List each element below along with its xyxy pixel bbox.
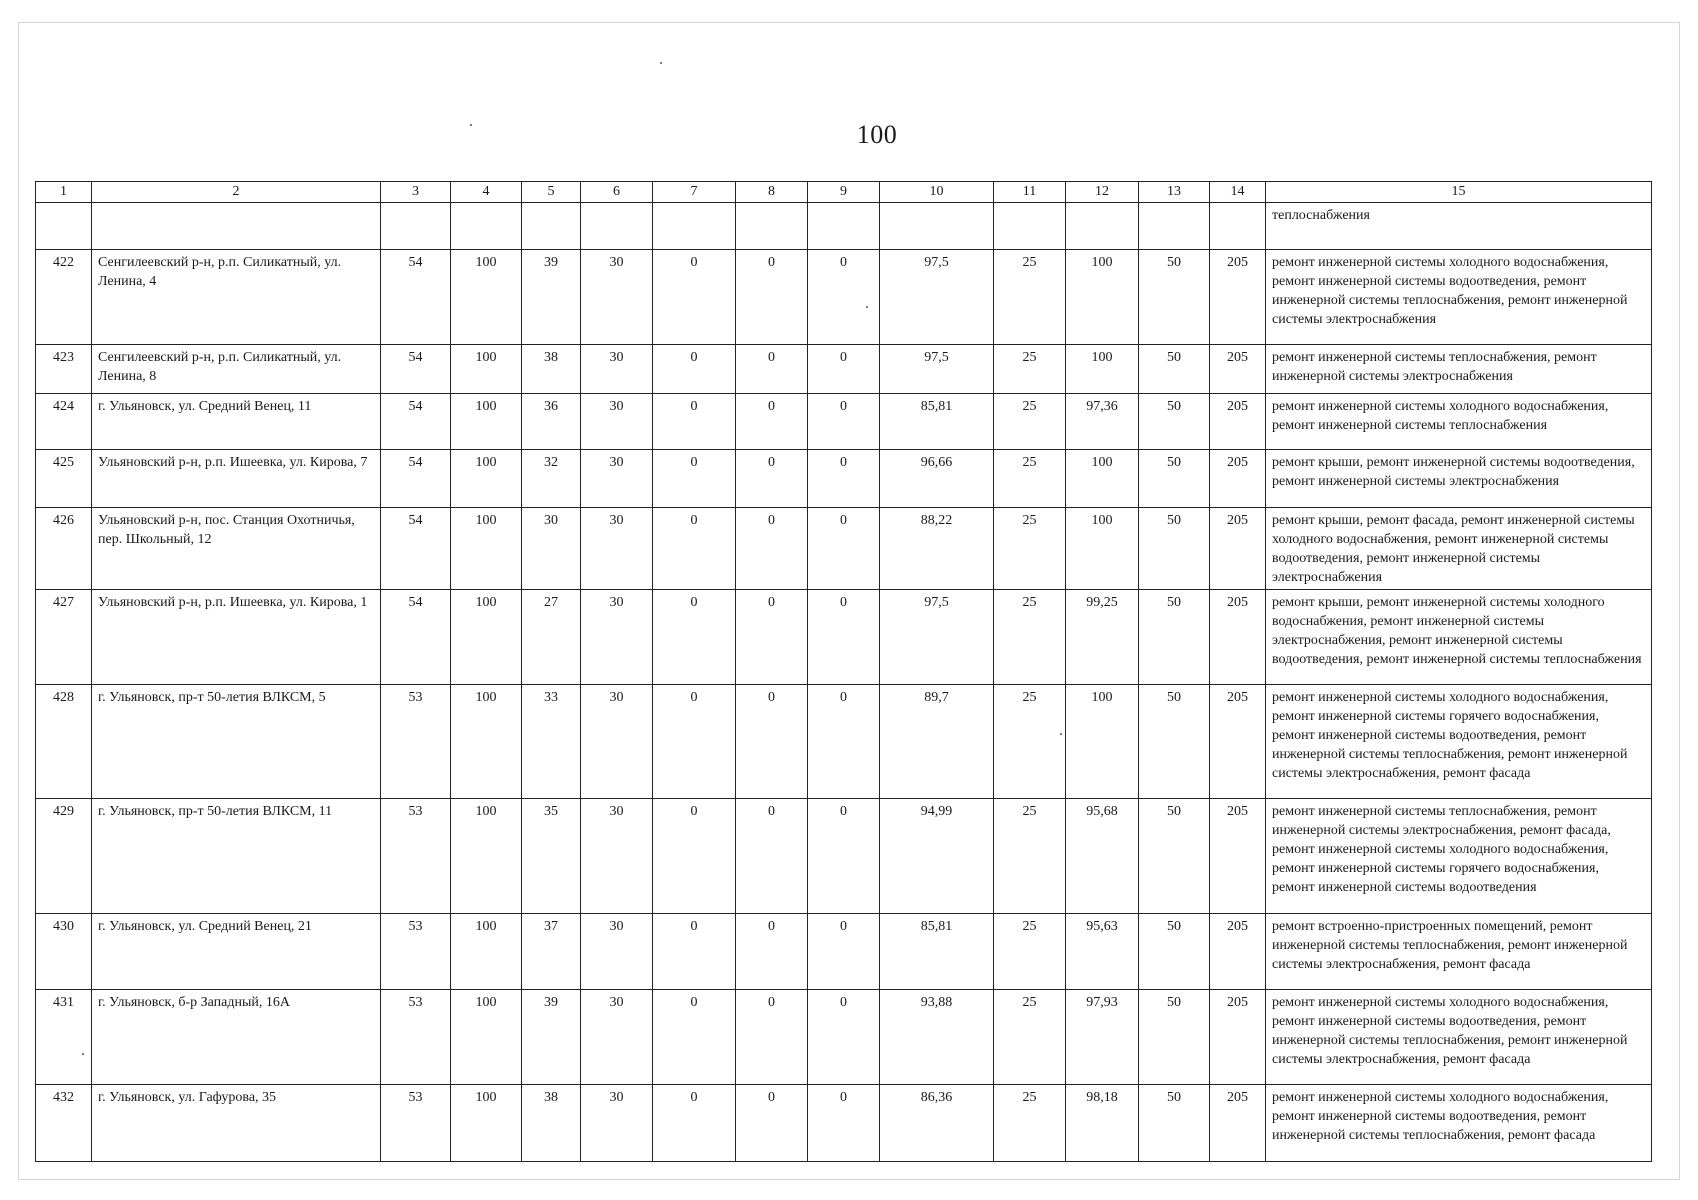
- row-number-cell: 424: [36, 394, 92, 450]
- row-number-cell: 428: [36, 685, 92, 799]
- value-cell: 205: [1210, 914, 1266, 990]
- value-cell: 30: [522, 508, 581, 590]
- value-cell: 0: [808, 799, 880, 914]
- register-table: [35, 181, 1652, 1162]
- value-cell: 25: [994, 508, 1066, 590]
- value-cell: 97,36: [1066, 394, 1139, 450]
- value-cell: 53: [381, 1085, 451, 1162]
- value-cell: 0: [808, 1085, 880, 1162]
- address-cell: Сенгилеевский р-н, р.п. Силикатный, ул. Ленина, 8: [92, 345, 381, 394]
- value-cell: 50: [1139, 990, 1210, 1085]
- works-cell: ремонт крыши, ремонт фасада, ремонт инженерной системы холодного водоснабжения, ремонт инженерной системы водоотведения, ремонт инженерной системы электроснабжения: [1266, 508, 1652, 590]
- value-cell: 100: [451, 508, 522, 590]
- column-header: 12: [1066, 182, 1139, 203]
- value-cell: 0: [736, 1085, 808, 1162]
- table-row: [36, 990, 1652, 1085]
- address-cell: Ульяновский р-н, р.п. Ишеевка, ул. Кирова, 7: [92, 450, 381, 508]
- table-row: [36, 450, 1652, 508]
- value-cell: 0: [736, 914, 808, 990]
- value-cell: 54: [381, 508, 451, 590]
- value-cell: 100: [451, 914, 522, 990]
- column-header: 5: [522, 182, 581, 203]
- row-number-cell: 432: [36, 1085, 92, 1162]
- value-cell: 0: [653, 799, 736, 914]
- value-cell: 97,93: [1066, 990, 1139, 1085]
- value-cell: 100: [451, 685, 522, 799]
- column-header: 11: [994, 182, 1066, 203]
- value-cell: 25: [994, 250, 1066, 345]
- value-cell: 99,25: [1066, 590, 1139, 685]
- table-row: [36, 345, 1652, 394]
- works-cell: ремонт инженерной системы холодного водоснабжения, ремонт инженерной системы водоотведения, ремонт инженерной системы теплоснабжения, ремонт инженерной системы электроснабжения: [1266, 250, 1652, 345]
- value-cell: 0: [736, 508, 808, 590]
- scan-speck: [660, 62, 662, 64]
- value-cell: 0: [736, 345, 808, 394]
- value-cell: 54: [381, 590, 451, 685]
- value-cell: 37: [522, 914, 581, 990]
- column-header: 7: [653, 182, 736, 203]
- value-cell: 50: [1139, 799, 1210, 914]
- value-cell: 89,7: [880, 685, 994, 799]
- value-cell: 95,68: [1066, 799, 1139, 914]
- value-cell: 100: [451, 394, 522, 450]
- works-cell: ремонт инженерной системы теплоснабжения, ремонт инженерной системы электроснабжения, ремонт фасада, ремонт инженерной системы холодного водоснабжения, ремонт инженерной системы горячего водоснабжения, ремонт инженерной системы водоотведения: [1266, 799, 1652, 914]
- value-cell: 100: [451, 345, 522, 394]
- value-cell: 25: [994, 990, 1066, 1085]
- value-cell: 50: [1139, 450, 1210, 508]
- value-cell: 0: [808, 990, 880, 1085]
- value-cell: 100: [1066, 250, 1139, 345]
- row-number-cell: 430: [36, 914, 92, 990]
- value-cell: 50: [1139, 508, 1210, 590]
- column-header: 1: [36, 182, 92, 203]
- table-row: [36, 508, 1652, 590]
- value-cell: 205: [1210, 508, 1266, 590]
- value-cell: 100: [1066, 450, 1139, 508]
- value-cell: 0: [653, 508, 736, 590]
- row-number-cell: 427: [36, 590, 92, 685]
- value-cell: 25: [994, 1085, 1066, 1162]
- value-cell: 0: [653, 250, 736, 345]
- table-row: [36, 1085, 1652, 1162]
- value-cell: 54: [381, 450, 451, 508]
- address-cell: г. Ульяновск, пр-т 50-летия ВЛКСМ, 11: [92, 799, 381, 914]
- value-cell: 100: [1066, 508, 1139, 590]
- value-cell: 36: [522, 394, 581, 450]
- value-cell: 25: [994, 394, 1066, 450]
- value-cell: 50: [1139, 250, 1210, 345]
- value-cell: 0: [653, 394, 736, 450]
- value-cell: 30: [581, 508, 653, 590]
- value-cell: 100: [451, 990, 522, 1085]
- value-cell: 93,88: [880, 990, 994, 1085]
- value-cell: 33: [522, 685, 581, 799]
- value-cell: 85,81: [880, 914, 994, 990]
- value-cell: 0: [736, 990, 808, 1085]
- scan-speck: [82, 1053, 84, 1055]
- address-cell: г. Ульяновск, ул. Гафурова, 35: [92, 1085, 381, 1162]
- value-cell: 53: [381, 990, 451, 1085]
- value-cell: 0: [808, 590, 880, 685]
- value-cell: 25: [994, 799, 1066, 914]
- table-row: [36, 685, 1652, 799]
- value-cell: 100: [451, 250, 522, 345]
- value-cell: 95,63: [1066, 914, 1139, 990]
- value-cell: 30: [581, 685, 653, 799]
- value-cell: 0: [808, 914, 880, 990]
- address-cell: г. Ульяновск, б-р Западный, 16А: [92, 990, 381, 1085]
- address-cell: Сенгилеевский р-н, р.п. Силикатный, ул. Ленина, 4: [92, 250, 381, 345]
- row-number-cell: 426: [36, 508, 92, 590]
- column-header: 9: [808, 182, 880, 203]
- works-cell: ремонт инженерной системы холодного водоснабжения, ремонт инженерной системы водоотведения, ремонт инженерной системы теплоснабжения, ремонт фасада: [1266, 1085, 1652, 1162]
- column-header: 14: [1210, 182, 1266, 203]
- value-cell: 53: [381, 914, 451, 990]
- value-cell: 25: [994, 345, 1066, 394]
- value-cell: 25: [994, 685, 1066, 799]
- row-number-cell: 429: [36, 799, 92, 914]
- works-cell: ремонт инженерной системы холодного водоснабжения, ремонт инженерной системы водоотведения, ремонт инженерной системы теплоснабжения, ремонт инженерной системы электроснабжения, ремонт фасада: [1266, 990, 1652, 1085]
- value-cell: 0: [736, 394, 808, 450]
- value-cell: 54: [381, 394, 451, 450]
- value-cell: 205: [1210, 394, 1266, 450]
- scan-speck: [470, 124, 472, 126]
- table-row: [36, 250, 1652, 345]
- value-cell: 97,5: [880, 250, 994, 345]
- value-cell: 0: [736, 799, 808, 914]
- value-cell: 85,81: [880, 394, 994, 450]
- value-cell: 32: [522, 450, 581, 508]
- value-cell: 25: [994, 590, 1066, 685]
- value-cell: 30: [581, 590, 653, 685]
- value-cell: 30: [581, 345, 653, 394]
- column-number-row: [36, 182, 1652, 203]
- value-cell: 0: [808, 508, 880, 590]
- value-cell: 100: [451, 799, 522, 914]
- value-cell: 30: [581, 250, 653, 345]
- row-number-cell: 431: [36, 990, 92, 1085]
- value-cell: 205: [1210, 990, 1266, 1085]
- value-cell: 53: [381, 799, 451, 914]
- value-cell: 205: [1210, 799, 1266, 914]
- value-cell: 98,18: [1066, 1085, 1139, 1162]
- table-row: [36, 394, 1652, 450]
- column-header: 3: [381, 182, 451, 203]
- value-cell: 0: [736, 250, 808, 345]
- value-cell: 30: [581, 450, 653, 508]
- value-cell: 39: [522, 250, 581, 345]
- value-cell: 205: [1210, 590, 1266, 685]
- value-cell: 39: [522, 990, 581, 1085]
- value-cell: 100: [451, 450, 522, 508]
- value-cell: 0: [653, 685, 736, 799]
- value-cell: 38: [522, 345, 581, 394]
- table-row: [36, 590, 1652, 685]
- column-header: 13: [1139, 182, 1210, 203]
- row-number-cell: 425: [36, 450, 92, 508]
- value-cell: 0: [736, 685, 808, 799]
- value-cell: 205: [1210, 1085, 1266, 1162]
- value-cell: 54: [381, 250, 451, 345]
- value-cell: 0: [808, 250, 880, 345]
- table-row: [36, 914, 1652, 990]
- works-cell: ремонт инженерной системы теплоснабжения, ремонт инженерной системы электроснабжения: [1266, 345, 1652, 394]
- value-cell: 205: [1210, 685, 1266, 799]
- value-cell: 0: [653, 990, 736, 1085]
- row-number-cell: 423: [36, 345, 92, 394]
- value-cell: 30: [581, 799, 653, 914]
- scan-speck: [1060, 733, 1062, 735]
- works-cell: ремонт крыши, ремонт инженерной системы холодного водоснабжения, ремонт инженерной системы электроснабжения, ремонт инженерной системы водоотведения, ремонт инженерной системы теплоснабжения: [1266, 590, 1652, 685]
- scan-speck: [866, 306, 868, 308]
- value-cell: 94,99: [880, 799, 994, 914]
- value-cell: 30: [581, 914, 653, 990]
- value-cell: 30: [581, 990, 653, 1085]
- value-cell: 100: [1066, 345, 1139, 394]
- value-cell: 0: [808, 450, 880, 508]
- value-cell: 50: [1139, 590, 1210, 685]
- address-cell: г. Ульяновск, ул. Средний Венец, 21: [92, 914, 381, 990]
- value-cell: 0: [808, 685, 880, 799]
- value-cell: 50: [1139, 1085, 1210, 1162]
- address-cell: г. Ульяновск, ул. Средний Венец, 11: [92, 394, 381, 450]
- value-cell: 97,5: [880, 345, 994, 394]
- row-number-cell: 422: [36, 250, 92, 345]
- value-cell: 0: [736, 450, 808, 508]
- value-cell: 205: [1210, 345, 1266, 394]
- value-cell: 53: [381, 685, 451, 799]
- value-cell: 30: [581, 1085, 653, 1162]
- value-cell: 0: [653, 345, 736, 394]
- value-cell: 100: [1066, 685, 1139, 799]
- value-cell: 86,36: [880, 1085, 994, 1162]
- page-number: 100: [856, 120, 898, 149]
- column-header: 15: [1266, 182, 1652, 203]
- value-cell: 0: [736, 590, 808, 685]
- value-cell: 0: [653, 1085, 736, 1162]
- table-row: [36, 799, 1652, 914]
- address-cell: Ульяновский р-н, пос. Станция Охотничья, пер. Школьный, 12: [92, 508, 381, 590]
- works-cell: ремонт встроенно-пристроенных помещений, ремонт инженерной системы теплоснабжения, ремонт инженерной системы электроснабжения, ремонт фасада: [1266, 914, 1652, 990]
- value-cell: 205: [1210, 450, 1266, 508]
- value-cell: 0: [808, 394, 880, 450]
- value-cell: 100: [451, 590, 522, 685]
- works-cell: ремонт крыши, ремонт инженерной системы водоотведения, ремонт инженерной системы электроснабжения: [1266, 450, 1652, 508]
- column-header: 6: [581, 182, 653, 203]
- works-cell: ремонт инженерной системы холодного водоснабжения, ремонт инженерной системы горячего водоснабжения, ремонт инженерной системы водоотведения, ремонт инженерной системы теплоснабжения, ремонт инженерной системы электроснабжения, ремонт фасада: [1266, 685, 1652, 799]
- column-header: 10: [880, 182, 994, 203]
- value-cell: 50: [1139, 394, 1210, 450]
- value-cell: 27: [522, 590, 581, 685]
- column-header: 4: [451, 182, 522, 203]
- value-cell: 50: [1139, 345, 1210, 394]
- column-header: 8: [736, 182, 808, 203]
- value-cell: 0: [653, 590, 736, 685]
- value-cell: 0: [653, 914, 736, 990]
- value-cell: 96,66: [880, 450, 994, 508]
- column-header: 2: [92, 182, 381, 203]
- value-cell: 50: [1139, 685, 1210, 799]
- value-cell: 0: [808, 345, 880, 394]
- value-cell: 0: [653, 450, 736, 508]
- value-cell: 88,22: [880, 508, 994, 590]
- value-cell: 50: [1139, 914, 1210, 990]
- value-cell: 30: [581, 394, 653, 450]
- value-cell: 100: [451, 1085, 522, 1162]
- value-cell: 97,5: [880, 590, 994, 685]
- value-cell: 54: [381, 345, 451, 394]
- value-cell: 25: [994, 914, 1066, 990]
- value-cell: 35: [522, 799, 581, 914]
- value-cell: 38: [522, 1085, 581, 1162]
- address-cell: Ульяновский р-н, р.п. Ишеевка, ул. Кирова, 1: [92, 590, 381, 685]
- carryover-row: [36, 203, 1652, 250]
- works-cell: теплоснабжения: [1266, 203, 1652, 250]
- address-cell: г. Ульяновск, пр-т 50-летия ВЛКСМ, 5: [92, 685, 381, 799]
- value-cell: 25: [994, 450, 1066, 508]
- value-cell: 205: [1210, 250, 1266, 345]
- works-cell: ремонт инженерной системы холодного водоснабжения, ремонт инженерной системы теплоснабжения: [1266, 394, 1652, 450]
